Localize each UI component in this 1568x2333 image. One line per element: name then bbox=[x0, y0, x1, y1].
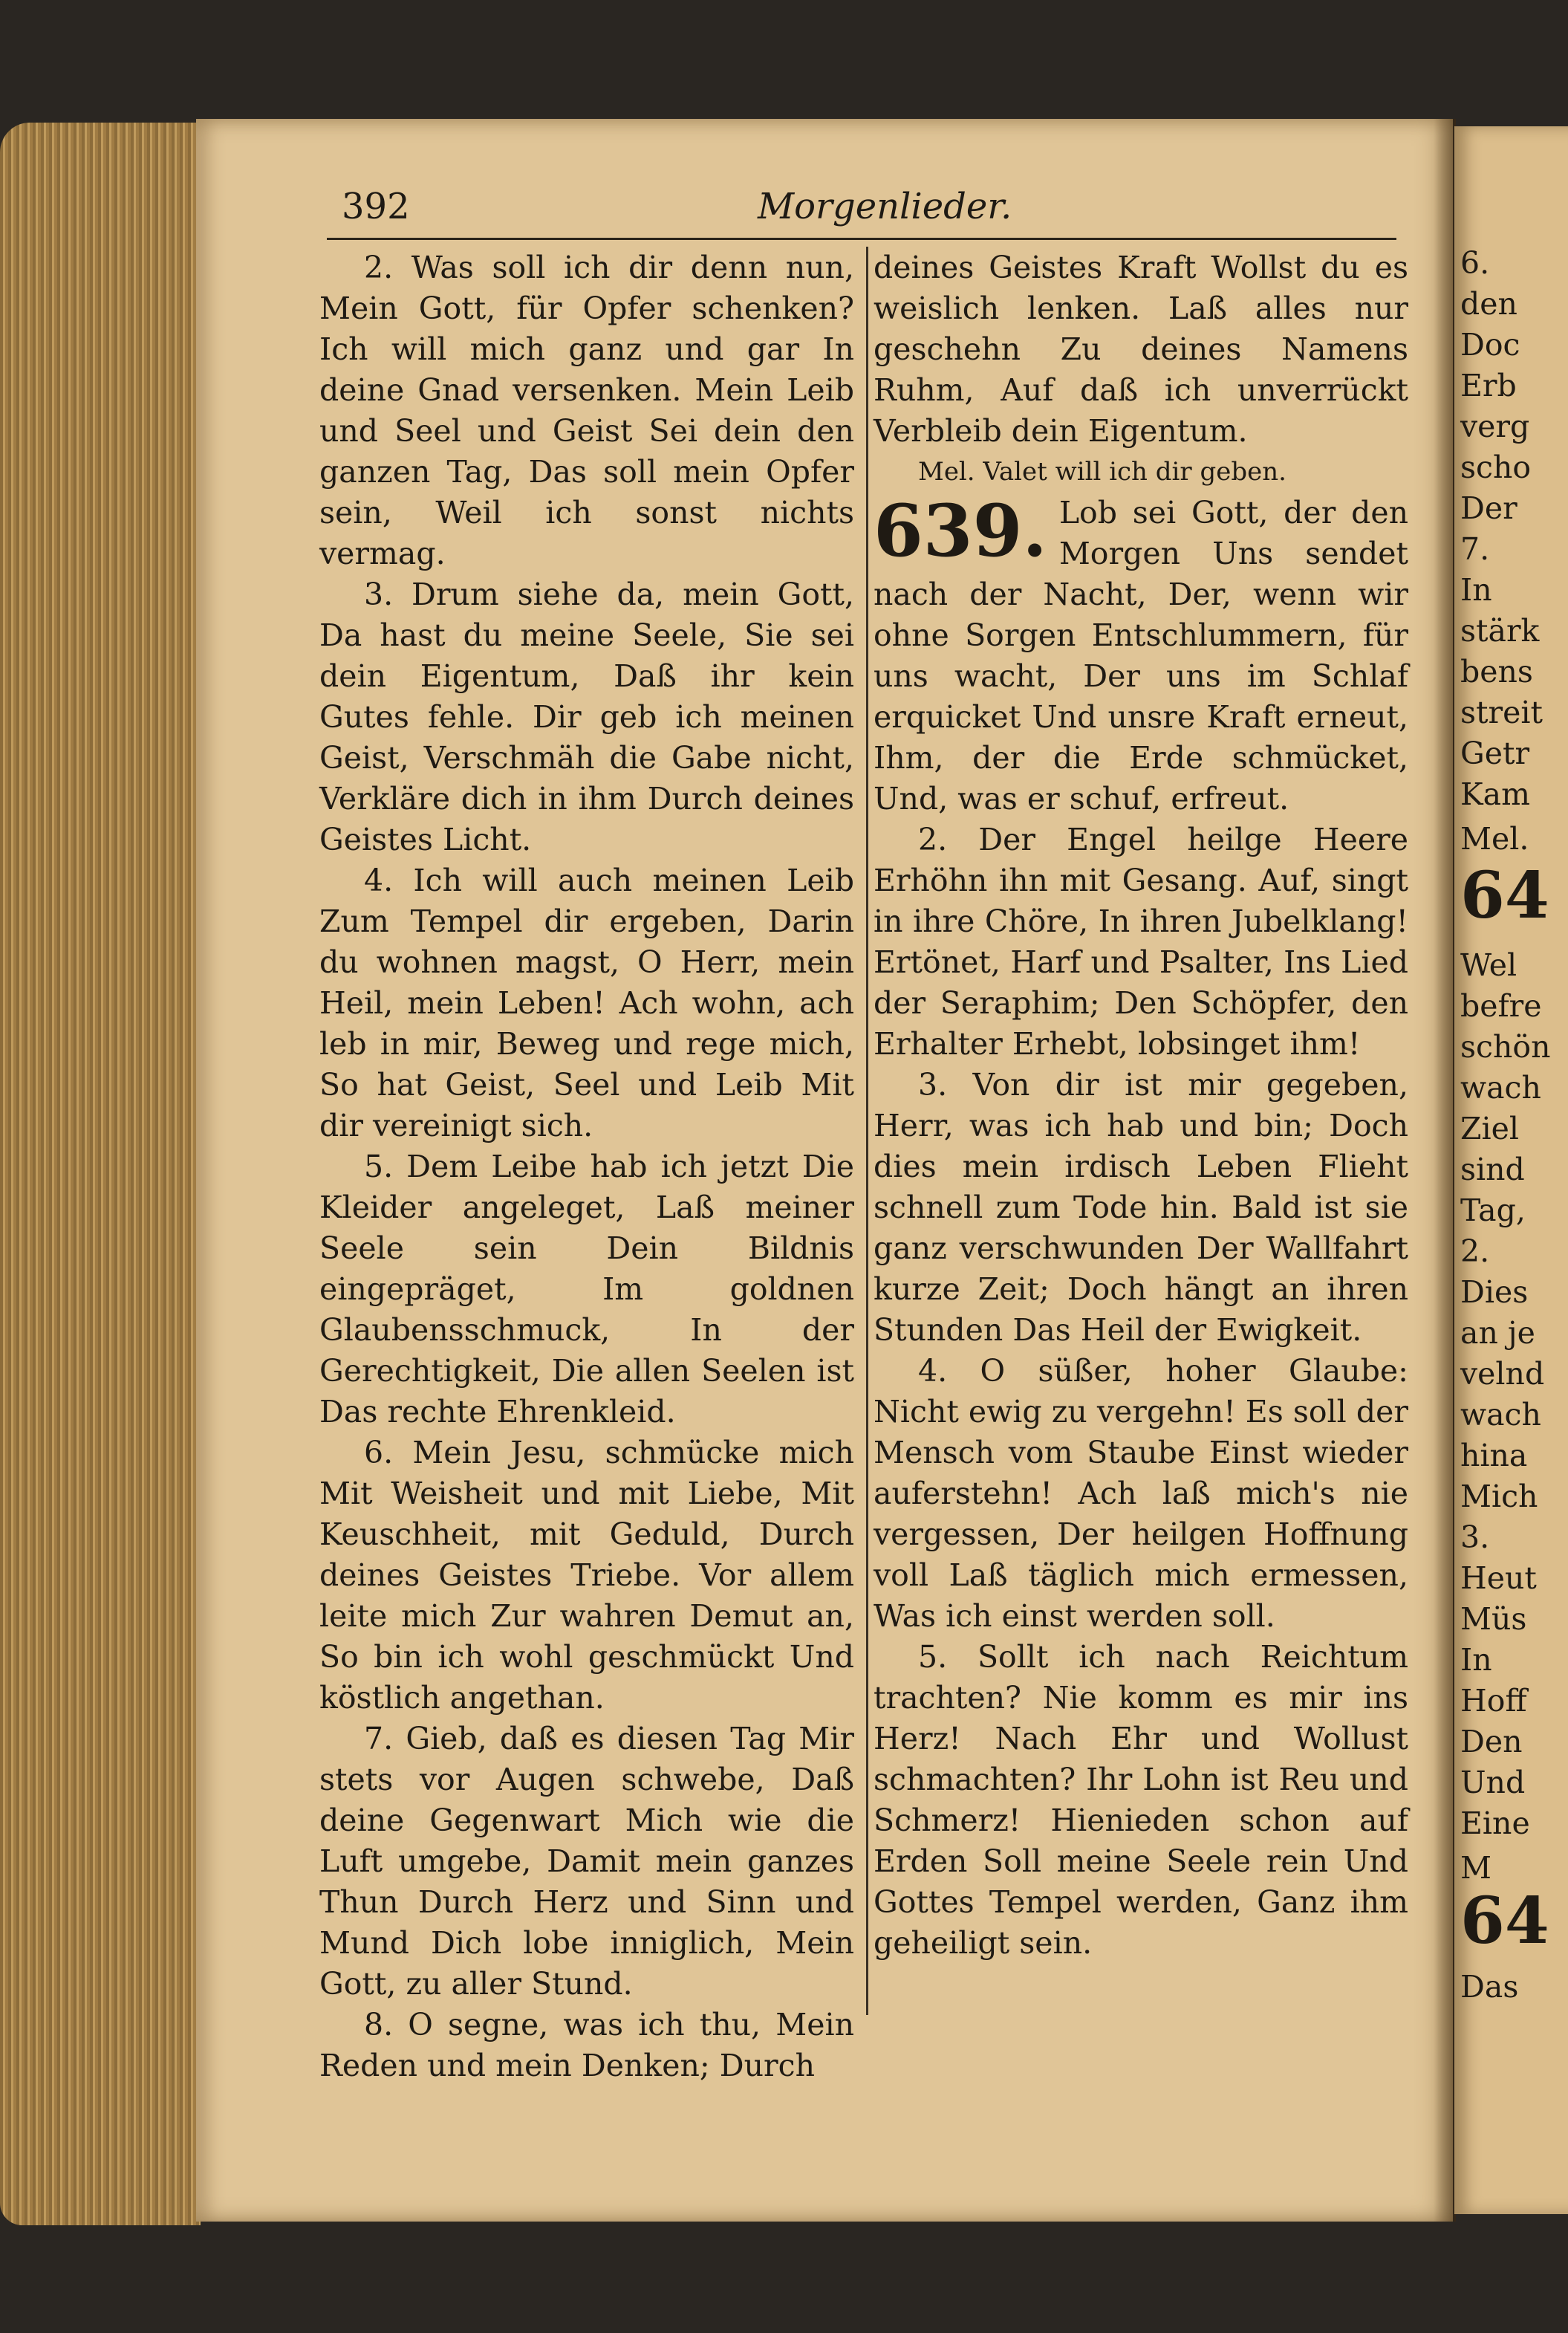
right-page-fragment: Und bbox=[1460, 1765, 1526, 1800]
right-page-fragment: velnd bbox=[1460, 1356, 1545, 1392]
right-page-cut-off bbox=[1454, 126, 1568, 2214]
verse: 8. O segne, was ich thu, Mein Reden und mein Denken; Durch bbox=[319, 2007, 854, 2083]
right-page-fragment: Hoff bbox=[1460, 1683, 1527, 1719]
right-page-fragment: streit bbox=[1460, 695, 1543, 730]
right-column bbox=[874, 247, 1408, 1964]
right-page-fragment: In bbox=[1460, 1642, 1492, 1678]
running-title: Morgenlieder. bbox=[758, 186, 1012, 227]
right-page-fragment: Ziel bbox=[1460, 1111, 1519, 1146]
verse: 7. Gieb, daß es diesen Tag Mir stets vor Augen schwebe, Daß deine Gegenwart Mich wie die Luft umgebe, Damit mein ganzes Thun Durch Herz und Sinn und Mund Dich lobe inniglich, Mein Gott, zu aller Stund. bbox=[319, 1721, 854, 2002]
verse: 2. Der Engel heilge Heere Erhöhn ihn mit Gesang. Auf, singt in ihre Chöre, In ihren Jubelklang! Ertönet, Harf und Psalter, Ins Lied der Seraphim; Den Schöpfer, den Erhalter Erhebt, lobsinget ihm! bbox=[874, 822, 1408, 1062]
verse: 2. Was soll ich dir denn nun, Mein Gott, für Opfer schenken? Ich will mich ganz und gar In deine Gnad versenken. Mein Leib und Seel und Geist Sei dein den ganzen Tag, Das soll mein Opfer sein, Weil ich sonst nichts vermag. bbox=[319, 250, 854, 571]
right-page-fragment: scho bbox=[1460, 450, 1532, 485]
right-page-fragment: Getr bbox=[1460, 736, 1530, 771]
right-page-fragment: bens bbox=[1460, 654, 1533, 689]
right-page-fragment: Wel bbox=[1460, 947, 1517, 983]
right-page-fragment: Den bbox=[1460, 1724, 1523, 1759]
column-rule bbox=[866, 247, 868, 2015]
hymn-first-verse bbox=[874, 489, 1408, 820]
right-page-fragment: hina bbox=[1460, 1438, 1528, 1473]
right-page-fragment: Das bbox=[1460, 1969, 1519, 2005]
right-page-fragment: 2. bbox=[1460, 1233, 1490, 1269]
right-page-fragment: schön bbox=[1460, 1029, 1551, 1065]
verse: 3. Von dir ist mir gegeben, Herr, was ich hab und bin; Doch dies mein irdisch Leben Flieht schnell zum Tode hin. Bald ist sie ganz verschwunden Der Wallfahrt kurze Zeit; Doch hängt an ihren Stunden Das Heil der Ewigkeit. bbox=[874, 1067, 1408, 1348]
right-page-fragment: Eine bbox=[1460, 1805, 1530, 1841]
right-page-fragment: stärk bbox=[1460, 613, 1540, 649]
left-column bbox=[319, 247, 854, 2086]
right-page-fragment: wach bbox=[1460, 1397, 1541, 1432]
verse: 4. O süßer, hoher Glaube: Nicht ewig zu vergehn! Es soll der Mensch vom Staube Einst wieder auferstehn! Ach laß mich's nie vergessen, Der heilgen Hoffnung voll Laß täglich mich ermessen, Was ich einst werden soll. bbox=[874, 1353, 1408, 1634]
right-page-fragment: Müs bbox=[1460, 1601, 1527, 1637]
right-page-fragment: Der bbox=[1460, 490, 1517, 526]
book-gutter bbox=[1434, 119, 1456, 2222]
verse: 5. Sollt ich nach Reichtum trachten? Nie komm es mir ins Herz! Nach Ehr und Wollust schmachten? Ihr Lohn ist Reu und Schmerz! Hienieden schon auf Erden Soll meine Seele rein Und Gottes Tempel werden, Ganz ihm geheiligt sein. bbox=[874, 1639, 1408, 1961]
right-page-fragment: 6. bbox=[1460, 245, 1490, 281]
hymn-number: 639. bbox=[874, 489, 1047, 573]
right-page-fragment: Erb bbox=[1460, 368, 1517, 403]
right-page-fragment: Doc bbox=[1460, 327, 1520, 363]
melody-line: Mel. Valet will ich dir geben. bbox=[918, 457, 1286, 487]
right-page-fragment: In bbox=[1460, 572, 1492, 608]
right-page-fragment: 7. bbox=[1460, 531, 1490, 567]
right-page-fragment: 3. bbox=[1460, 1519, 1490, 1555]
right-page-fragment: wach bbox=[1460, 1070, 1541, 1106]
header-rule bbox=[327, 238, 1396, 240]
verse-continuation: deines Geistes Kraft Wollst du es weislich lenken. Laß alles nur geschehn Zu deines Namens Ruhm, Auf daß ich unverrückt Verbleib dein Eigentum. bbox=[874, 250, 1408, 449]
right-page-fragment: Heut bbox=[1460, 1560, 1537, 1596]
verse: 4. Ich will auch meinen Leib Zum Tempel dir ergeben, Darin du wohnen magst, O Herr, mein Heil, mein Leben! Ach wohn, ach leb in mir, Beweg und rege mich, So hat Geist, Seel und Leib Mit dir vereinigt sich. bbox=[319, 863, 854, 1143]
right-page-fragment: verg bbox=[1460, 409, 1530, 444]
right-page-fragment: Mich bbox=[1460, 1479, 1538, 1514]
verse: 6. Mein Jesu, schmücke mich Mit Weisheit und mit Liebe, Mit Keuschheit, mit Geduld, Durch deines Geistes Triebe. Vor allem leite mich Zur wahren Demut an, So bin ich wohl geschmückt Und köstlich angethan. bbox=[319, 1435, 854, 1716]
page-number: 392 bbox=[342, 186, 410, 227]
right-page-fragment: Tag, bbox=[1460, 1193, 1526, 1228]
right-page-fragment: den bbox=[1460, 286, 1517, 322]
right-page-fragment: Dies bbox=[1460, 1274, 1529, 1310]
right-page-fragment: M bbox=[1460, 1850, 1491, 1886]
right-page-fragment: 64 bbox=[1460, 858, 1549, 933]
page-header bbox=[327, 186, 1396, 238]
verse: 5. Dem Leibe hab ich jetzt Die Kleider angeleget, Laß meiner Seele sein Dein Bildnis eingepräget, Im goldnen Glaubensschmuck, In der Gerechtigkeit, Die allen Seelen ist Das rechte Ehrenkleid. bbox=[319, 1149, 854, 1430]
right-page-fragment: Mel. bbox=[1460, 821, 1529, 857]
right-page-fragment: sind bbox=[1460, 1152, 1525, 1187]
right-page-fragment: Kam bbox=[1460, 776, 1530, 812]
right-page-fragment: an je bbox=[1460, 1315, 1535, 1351]
book-page-edges bbox=[0, 123, 201, 2225]
hymn-first-verse-text: Lob sei Gott, der den Morgen Uns sendet nach der Nacht, Der, wenn wir ohne Sorgen Entschlummern, für uns wacht, Der uns im Schlaf erquicket Und unsre Kraft erneut, Ihm, der die Erde schmücket, Und, was er schuf, erfreut. bbox=[874, 495, 1408, 817]
verse: 3. Drum siehe da, mein Gott, Da hast du meine Seele, Sie sei dein Eigentum, Daß ihr kein Gutes fehle. Dir geb ich meinen Geist, Verschmäh die Gabe nicht, Verkläre dich in ihm Durch deines Geistes Licht. bbox=[319, 577, 854, 857]
right-page-fragment: 64 bbox=[1460, 1883, 1549, 1959]
right-page-fragment: befre bbox=[1460, 988, 1542, 1024]
